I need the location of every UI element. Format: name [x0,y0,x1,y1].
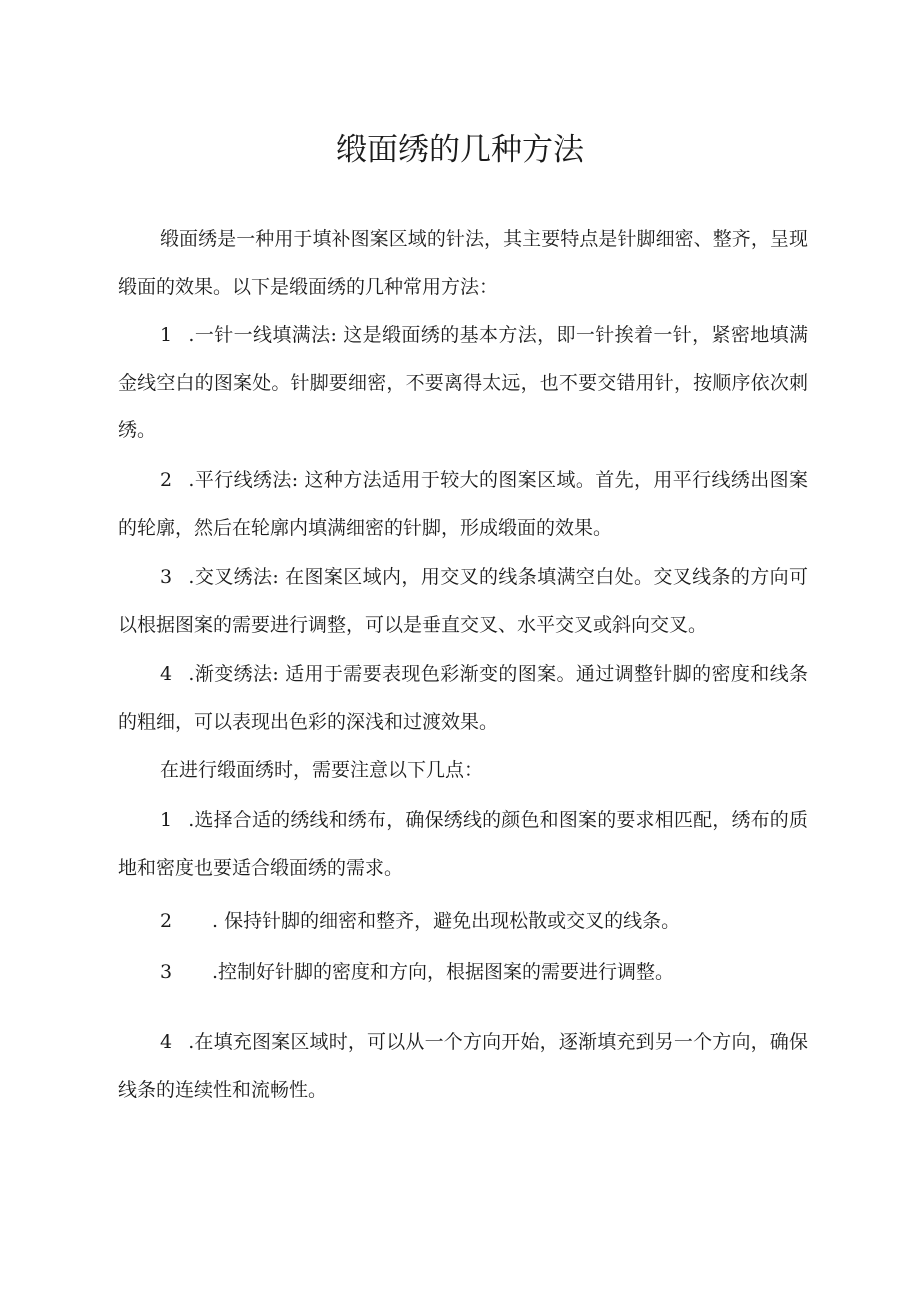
method-text: .平行线绣法: 这种方法适用于较大的图案区域。首先，用平行线绣出图案的轮廓，然后在轮廓内填满细密的针脚，形成缎面的效果。 [118,469,808,539]
note-number: 1 [160,809,173,831]
method-item-2 [118,457,808,552]
note-number: 2 [160,910,173,932]
note-text: .在填充图案区域时，可以从一个方向开始，逐渐填充到另一个方向，确保线条的连续性和流畅性。 [118,1031,808,1101]
notes-intro-text: 在进行缎面绣时，需要注意以下几点： [160,759,484,781]
method-item-4 [118,651,808,746]
method-item-1 [118,312,808,455]
note-item-1 [118,797,808,892]
note-item-3 [118,949,808,997]
method-number: 4 [160,663,173,685]
note-number: 3 [160,961,173,983]
method-number: 3 [160,566,173,588]
notes-intro-paragraph [118,747,808,795]
intro-paragraph [118,216,808,311]
method-number: 1 [160,324,173,346]
method-item-3 [118,554,808,649]
note-text: .控制好针脚的密度和方向，根据图案的需要进行调整。 [212,961,675,983]
note-item-2 [118,898,808,946]
method-number: 2 [160,469,173,491]
method-text: .一针一线填满法: 这是缎面绣的基本方法，即一针挨着一针，紧密地填满金线空白的图案处。针脚要细密，不要离得太远，也不要交错用针，按顺序依次刺绣。 [118,324,808,441]
intro-text: 缎面绣是一种用于填补图案区域的针法，其主要特点是针脚细密、整齐，呈现缎面的效果。以下是缎面绣的几种常用方法： [118,228,808,298]
note-text: . 保持针脚的细密和整齐，避免出现松散或交叉的线条。 [212,910,681,932]
method-text: .交叉绣法: 在图案区域内，用交叉的线条填满空白处。交叉线条的方向可以根据图案的需要进行调整，可以是垂直交叉、水平交叉或斜向交叉。 [118,566,808,636]
method-text: .渐变绣法: 适用于需要表现色彩渐变的图案。通过调整针脚的密度和线条的粗细，可以表现出色彩的深浅和过渡效果。 [118,663,808,733]
note-text: .选择合适的绣线和绣布，确保绣线的颜色和图案的要求相匹配，绣布的质地和密度也要适合缎面绣的需求。 [118,809,808,879]
note-item-4 [118,1019,808,1114]
document-title: 缎面绣的几种方法 [336,132,584,168]
note-number: 4 [160,1031,173,1053]
